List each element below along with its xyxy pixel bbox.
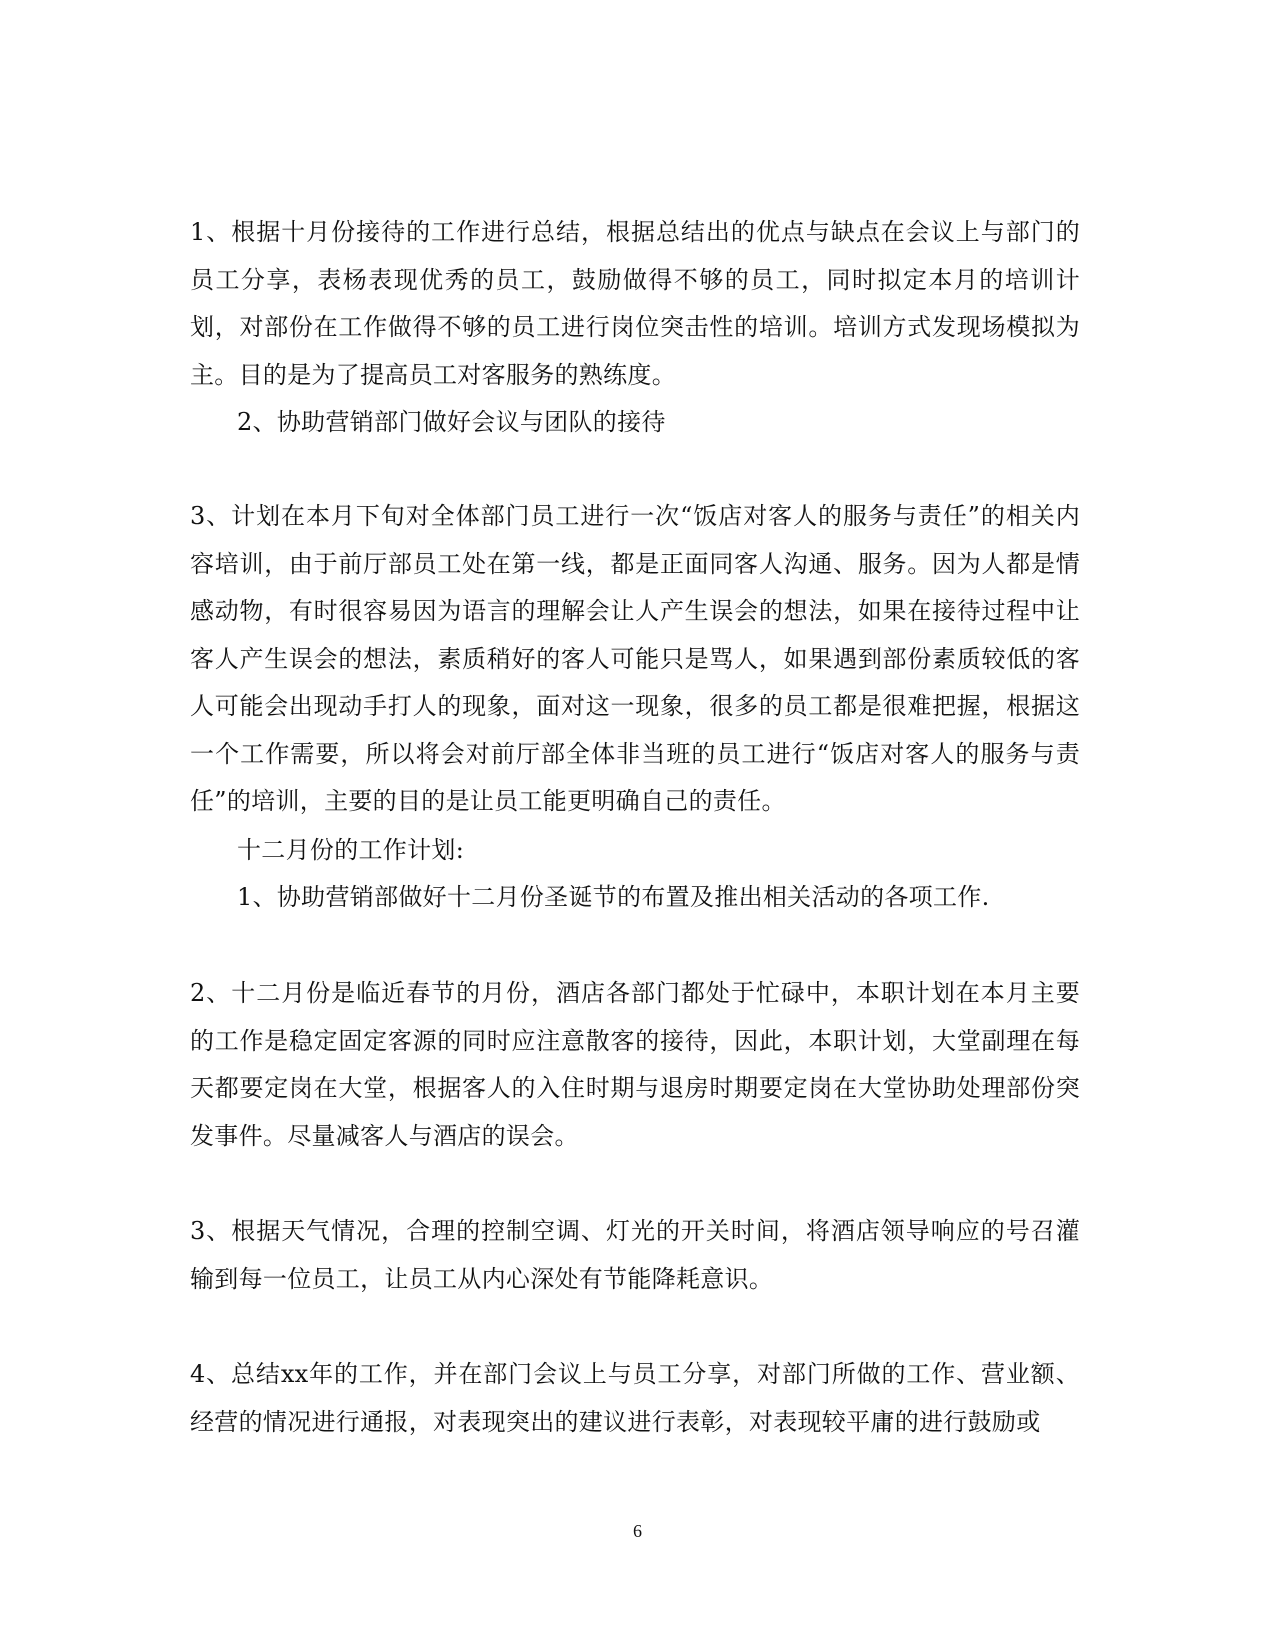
paragraph-spring-festival-reception: 2、十二月份是临近春节的月份，酒店各部门都处于忙碌中，本职计划在本月主要的工作是稳定固定客源的同时应注意散客的接待，因此，本职计划，大堂副理在每天都要定岗在大堂，根据客人的入住时期与退房时期要定岗在大堂协助处理部份突发事件。尽量减客人与酒店的误会。 (190, 979, 1080, 1150)
paragraph-october-summary: 1、根据十月份接待的工作进行总结，根据总结出的优点与缺点在会议上与部门的员工分享，表杨表现优秀的员工，鼓励做得不够的员工，同时拟定本月的培训计划，对部份在工作做得不够的员工进行岗位突击性的培训。培训方式发现场模拟为主。目的是为了提高员工对客服务的熟练度。 (190, 218, 1080, 389)
page-number: 6 (633, 1521, 642, 1541)
paragraph-energy-saving: 3、根据天气情况，合理的控制空调、灯光的开关时间，将酒店领导响应的号召灌输到每一位员工，让员工从内心深处有节能降耗意识。 (190, 1217, 1080, 1293)
paragraph-assist-marketing-reception: 2、协助营销部门做好会议与团队的接待 (237, 408, 666, 436)
paragraph-service-responsibility-training: 3、计划在本月下旬对全体部门员工进行一次“饭店对客人的服务与责任”的相关内容培训，由于前厅部员工处在第一线，都是正面同客人沟通、服务。因为人都是情感动物，有时很容易因为语言的理解会让人产生误会的想法，如果在接待过程中让客人产生误会的想法，素质稍好的客人可能只是骂人，如果遇到部份素质较低的客人可能会出现动手打人的现象，面对这一现象，很多的员工都是很难把握，根据这一个工作需要，所以将会对前厅部全体非当班的员工进行“饭店对客人的服务与责任”的培训，主要的目的是让员工能更明确自己的责任。 (190, 502, 1080, 815)
paragraph-annual-summary: 4、总结xx年的工作，并在部门会议上与员工分享，对部门所做的工作、营业额、经营的情况进行通报，对表现突出的建议进行表彰，对表现较平庸的进行鼓励或 (190, 1360, 1080, 1436)
section-heading-december-plan: 十二月份的工作计划: (237, 836, 465, 864)
paragraph-christmas-activities: 1、协助营销部做好十二月份圣诞节的布置及推出相关活动的各项工作. (237, 883, 990, 911)
